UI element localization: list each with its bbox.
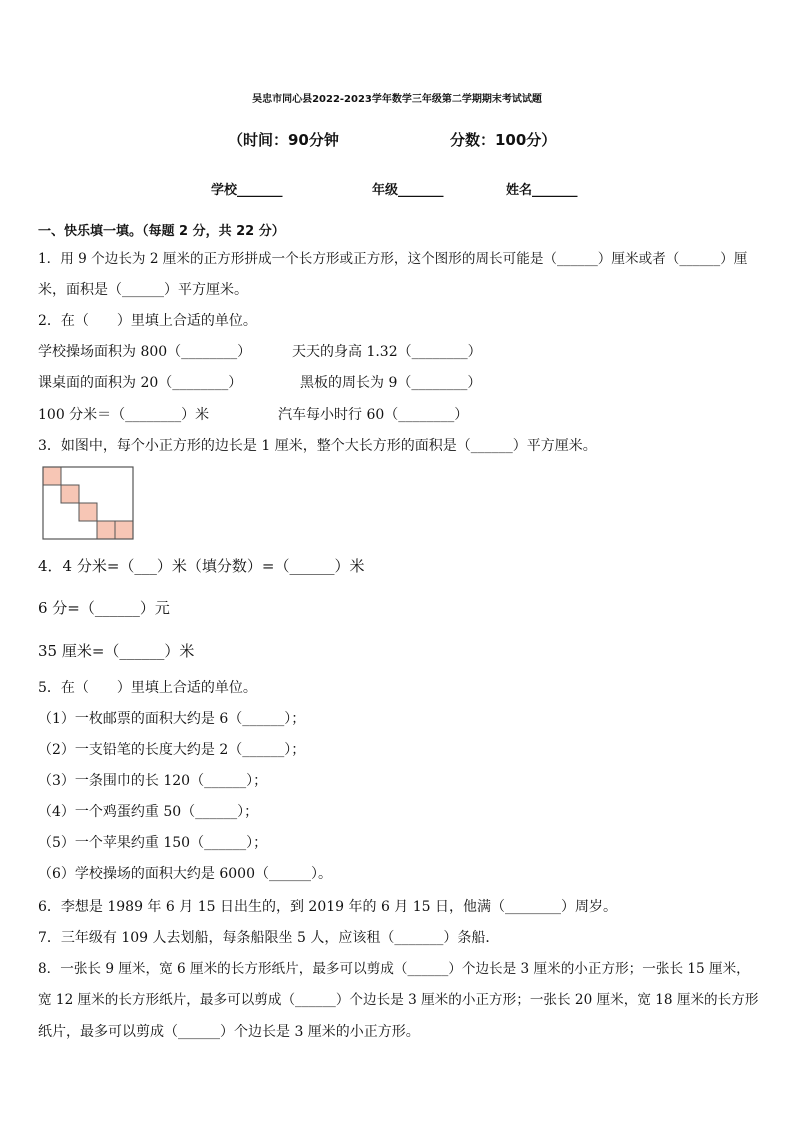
q5-item: （5）一个苹果约重 150（______）；	[38, 835, 268, 851]
q8-line3: 纸片，最多可以剪成（______）个边长是 3 厘米的小正方形。	[38, 1024, 420, 1040]
q8-line1: 8．一张长 9 厘米，宽 6 厘米的长方形纸片，最多可以剪成（______）个边长是 3 厘米的小正方形；一张长 15 厘米，	[38, 961, 750, 977]
q8-line2: 宽 12 厘米的长方形纸片，最多可以剪成（______）个边长是 3 厘米的小正方形；一张长 20 厘米，宽 18 厘米的长方形	[38, 992, 759, 1008]
grid-square	[43, 467, 61, 485]
q5-item: （2）一支铅笔的长度大约是 2（______）；	[38, 742, 306, 758]
exam-score: 分数：100分）	[450, 131, 557, 149]
q5-item: （3）一条围巾的长 120（______）；	[38, 773, 268, 789]
q5-stem: 5．在（ ）里填上合适的单位。	[38, 680, 257, 696]
school-field: 学校_______	[211, 183, 283, 198]
rectangle-grid-figure	[42, 466, 134, 540]
q2-item-c: 课桌面的面积为 20（________）	[38, 375, 243, 391]
q1-line1: 1．用 9 个边长为 2 厘米的正方形拼成一个长方形或正方形，这个图形的周长可能是（______）厘米或者（______）厘	[38, 251, 748, 267]
q4-line-a: 4．4 分米=（___）米（填分数）=（______）米	[38, 557, 365, 575]
q2-item-f: 汽车每小时行 60（________）	[278, 407, 469, 423]
grid-square	[115, 521, 133, 539]
q2-item-e: 100 分米＝（________）米	[38, 407, 210, 423]
q2-item-d: 黑板的周长为 9（________）	[300, 375, 482, 391]
q6-line: 6．李想是 1989 年 6 月 15 日出生的，到 2019 年的 6 月 15 日，他满（________）周岁。	[38, 899, 618, 915]
q4-line-b: 6 分=（______）元	[38, 599, 170, 617]
grid-square	[79, 503, 97, 521]
q2-item-b: 天天的身高 1.32（________）	[292, 344, 482, 360]
exam-time: （时间：90分钟	[228, 131, 339, 149]
q2-item-a: 学校操场面积为 800（________）	[38, 344, 252, 360]
name-field: 姓名_______	[506, 183, 578, 198]
q5-item: （6）学校操场的面积大约是 6000（______）。	[38, 866, 332, 882]
grade-field: 年级_______	[372, 183, 444, 198]
exam-title: 吴忠市同心县2022-2023学年数学三年级第二学期期末考试试题	[252, 94, 542, 105]
grid-square	[97, 521, 115, 539]
q4-line-c: 35 厘米=（______）米	[38, 642, 195, 660]
q5-item: （4）一个鸡蛋约重 50（______）；	[38, 804, 259, 820]
q3-stem: 3．如图中，每个小正方形的边长是 1 厘米，整个大长方形的面积是（______）平方厘米。	[38, 438, 597, 454]
q1-line2: 米，面积是（______）平方厘米。	[38, 282, 248, 298]
grid-square	[61, 485, 79, 503]
section-heading: 一、快乐填一填。（每题 2 分，共 22 分）	[38, 224, 285, 239]
q7-line: 7．三年级有 109 人去划船，每条船限坐 5 人，应该租（_______）条船．	[38, 930, 500, 946]
q5-item: （1）一枚邮票的面积大约是 6（______）；	[38, 711, 306, 727]
q2-stem: 2．在（ ）里填上合适的单位。	[38, 313, 257, 329]
